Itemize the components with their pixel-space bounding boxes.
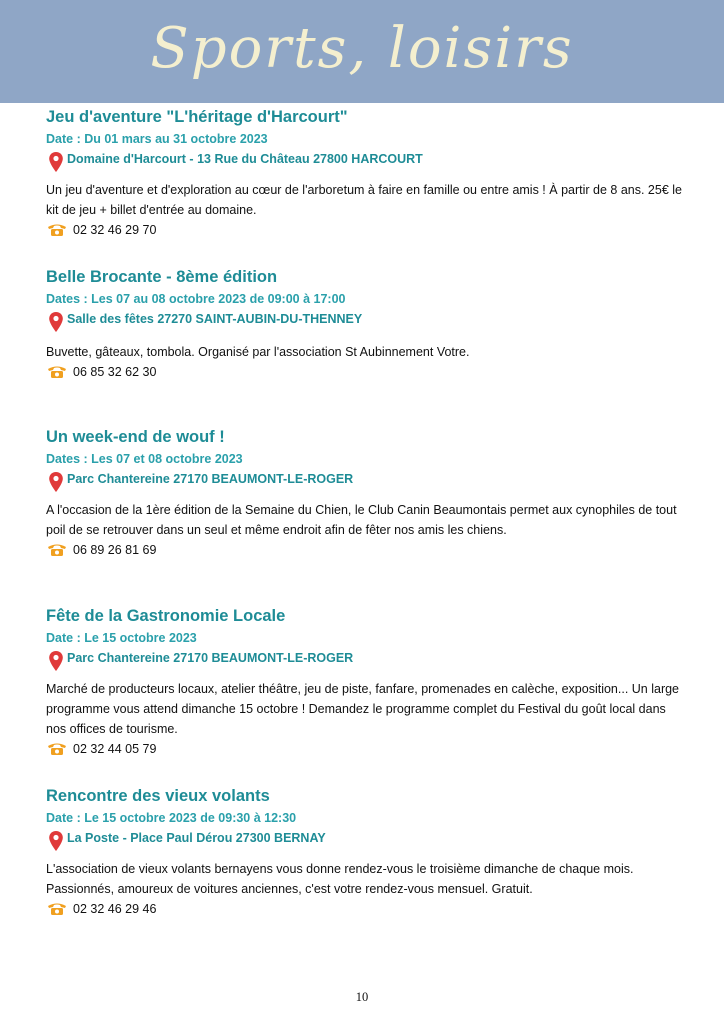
event-location-text: Parc Chantereine 27170 BEAUMONT-LE-ROGER [67,651,354,665]
map-pin-icon [48,650,64,672]
event-fete-gastronomie [46,605,686,759]
event-phone-number: 02 32 46 29 46 [73,902,157,916]
map-pin-icon [48,471,64,493]
event-date: Dates : Les 07 et 08 octobre 2023 [46,452,243,466]
map-pin-icon [48,311,64,333]
event-description: Marché de producteurs locaux, atelier théâtre, jeu de piste, fanfare, promenades en calèche, exposition... Un large programme vous attend dimanche 15 octobre ! Demandez le programme complet du Festival du goût local dans nos offices de tourisme. [46,682,680,736]
phone-icon [46,902,68,916]
event-date: Date : Le 15 octobre 2023 [46,631,197,645]
event-phone-number: 06 85 32 62 30 [73,365,157,379]
event-description: A l'occasion de la 1ère édition de la Semaine du Chien, le Club Canin Beaumontais permet aux cynophiles de tout poil de se retrouver dans un seul et même endroit afin de fêter nos amis les chiens. [46,503,677,537]
event-phone-number: 06 89 26 81 69 [73,543,157,557]
event-phone-number: 02 32 44 05 79 [73,742,157,756]
event-phone [46,739,686,759]
event-date: Date : Du 01 mars au 31 octobre 2023 [46,132,268,146]
map-pin-icon [48,151,64,173]
phone-icon [46,365,68,379]
event-phone-number: 02 32 46 29 70 [73,223,157,237]
event-date: Dates : Les 07 au 08 octobre 2023 de 09:00 à 17:00 [46,292,346,306]
event-location-text: Parc Chantereine 27170 BEAUMONT-LE-ROGER [67,472,354,486]
event-phone [46,899,686,919]
header-banner [0,0,724,103]
event-title: Jeu d'aventure "L'héritage d'Harcourt" [46,108,348,126]
event-phone [46,540,686,560]
event-date: Date : Le 15 octobre 2023 de 09:30 à 12:30 [46,811,297,825]
event-title: Belle Brocante - 8ème édition [46,268,278,286]
event-location-text: Domaine d'Harcourt - 13 Rue du Château 27800 HARCOURT [67,152,423,166]
event-location [46,470,686,488]
event-title: Un week-end de wouf ! [46,428,225,446]
event-belle-brocante [46,266,686,382]
event-description: L'association de vieux volants bernayens vous donne rendez-vous le troisième dimanche de chaque mois. Passionnés, amoureux de voitures anciennes, c'est votre rendez-vous mensuel. Gratuit. [46,862,634,896]
event-phone [46,220,686,240]
event-week-end-wouf [46,426,686,560]
event-location [46,310,686,328]
event-description: Un jeu d'aventure et d'exploration au cœur de l'arboretum à faire en famille ou entre amis ! À partir de 8 ans. 25€ le kit de jeu + billet d'entrée au domaine. [46,183,682,217]
phone-icon [46,742,68,756]
event-title: Rencontre des vieux volants [46,787,270,805]
event-location-text: La Poste - Place Paul Dérou 27300 BERNAY [67,831,326,845]
phone-icon [46,543,68,557]
phone-icon [46,223,68,237]
event-jeu-aventure [46,106,686,240]
event-location [46,649,686,667]
page-number: 10 [355,990,369,1004]
event-location [46,150,686,168]
map-pin-icon [48,830,64,852]
event-description: Buvette, gâteaux, tombola. Organisé par l'association St Aubinnement Votre. [46,345,470,359]
event-title: Fête de la Gastronomie Locale [46,607,286,625]
event-phone [46,362,686,382]
event-location-text: Salle des fêtes 27270 SAINT-AUBIN-DU-THENNEY [67,312,363,326]
event-location [46,829,686,847]
event-vieux-volants [46,785,686,919]
page-title: Sports, loisirs [150,16,574,81]
